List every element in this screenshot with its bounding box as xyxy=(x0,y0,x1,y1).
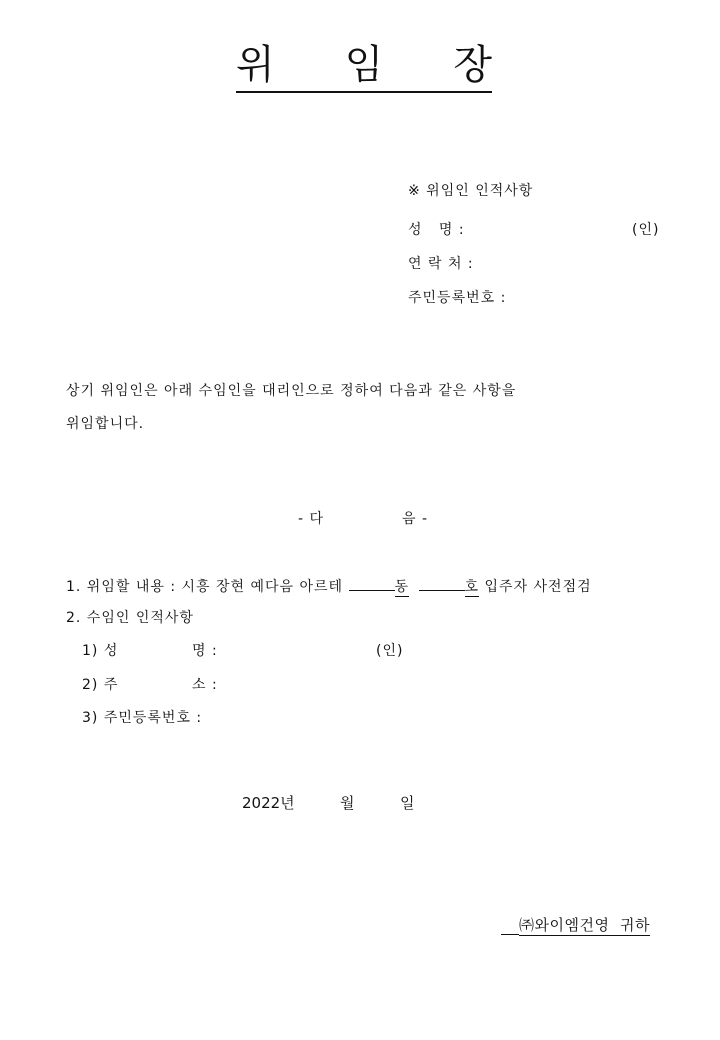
grantee-name-num: 1) 성 xyxy=(82,643,119,659)
dong-blank xyxy=(349,574,395,591)
item-1-suffix: 입주자 사전점검 xyxy=(484,579,592,595)
addressee-underline-lead xyxy=(501,916,519,935)
body-line-1: 상기 위임인은 아래 수임인을 대리인으로 정하여 다음과 같은 사항을 xyxy=(66,383,517,399)
addressee xyxy=(501,914,650,935)
item-2: 2. 수임인 인적사항 xyxy=(66,610,194,626)
section-heading-left: - 다 xyxy=(298,511,325,527)
addressee-text: ㈜와이엠건영 귀하 xyxy=(519,916,650,934)
grantee-addr-label: 소 : xyxy=(192,677,218,693)
grantee-name-label: 명 : xyxy=(192,643,218,659)
item-1-ho: 호 xyxy=(464,579,480,595)
date-month: 월 xyxy=(340,794,355,812)
date-year: 2022년 xyxy=(242,794,295,812)
document-title xyxy=(0,40,720,94)
title-underline xyxy=(236,91,492,93)
title-char-1: 위 xyxy=(236,42,275,88)
grantee-id-label: 3) 주민등록번호 : xyxy=(82,710,203,726)
body-line-2: 위임합니다. xyxy=(66,416,145,432)
grantee-addr-num: 2) 주 xyxy=(82,677,119,693)
grantor-name-label: 성 명 : xyxy=(408,222,465,238)
item-1-prefix: 1. 위임할 내용 : 시흥 장현 예다음 아르테 xyxy=(66,579,344,595)
grantor-seal: (인) xyxy=(632,222,660,238)
item-1 xyxy=(66,574,592,596)
grantor-contact-label: 연 락 처 : xyxy=(408,256,474,272)
ho-blank xyxy=(419,574,465,591)
grantor-heading: ※ 위임인 인적사항 xyxy=(408,183,534,199)
item-1-dong: 동 xyxy=(394,579,410,595)
grantee-seal: (인) xyxy=(376,643,404,659)
title-char-2: 임 xyxy=(344,42,384,88)
date-day: 일 xyxy=(400,794,415,812)
section-heading-right: 음 - xyxy=(402,511,429,527)
grantor-id-label: 주민등록번호 : xyxy=(408,290,507,306)
title-char-3: 장 xyxy=(453,42,492,88)
